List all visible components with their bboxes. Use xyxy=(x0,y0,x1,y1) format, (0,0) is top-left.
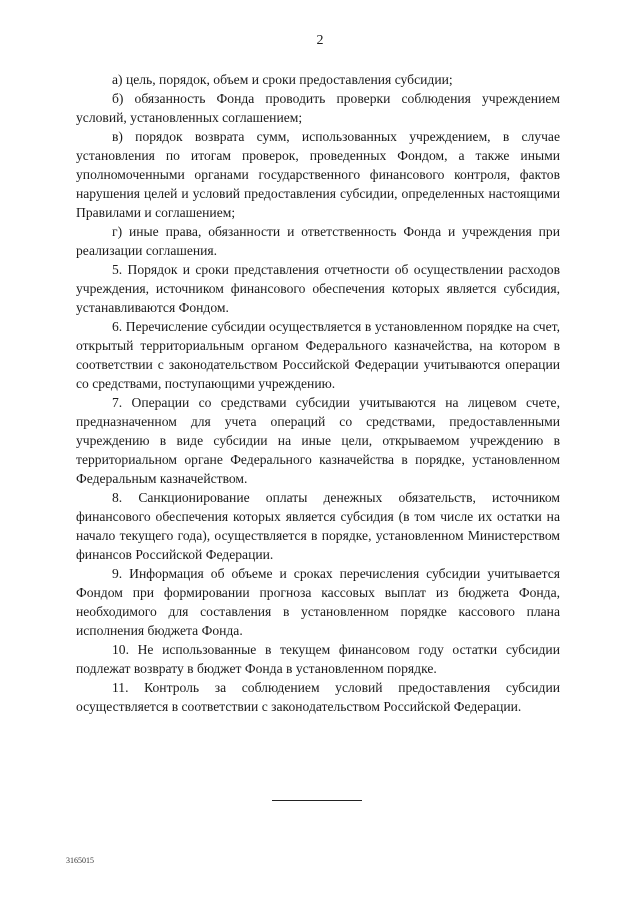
paragraph-9: 9. Информация об объеме и сроках перечисления субсидии учитывается Фондом при формировании прогноза кассовых выплат из бюджета Фонда, необходимого для составления в установленном порядке кассового плана исполнения бюджета Фонда. xyxy=(76,566,560,638)
paragraph-5: 5. Порядок и сроки представления отчетности об осуществлении расходов учреждения, источником финансового обеспечения которых является субсидия, устанавливаются Фондом. xyxy=(76,262,560,315)
paragraph-10: 10. Не использованные в текущем финансовом году остатки субсидии подлежат возврату в бюджет Фонда в установленном порядке. xyxy=(76,642,560,676)
paragraph-8: 8. Санкционирование оплаты денежных обязательств, источником финансового обеспечения которых является субсидия (в том числе их остатки на начало текущего года), осуществляется в порядке, установленном Министерством финансов Российской Федерации. xyxy=(76,490,560,562)
page-number: 2 xyxy=(316,33,324,48)
end-divider xyxy=(272,800,362,801)
paragraph-v: в) порядок возврата сумм, использованных учреждением, в случае установления по итогам проверок, проведенных Фондом, а также иными уполномоченными органами государственного финансового контроля, фактов нарушения целей и условий предоставления субсидии, определенных настоящими Правилами и соглашением; xyxy=(76,129,560,220)
paragraph-a: а) цель, порядок, объем и сроки предоставления субсидии; xyxy=(112,72,453,87)
paragraph-b: б) обязанность Фонда проводить проверки соблюдения учреждением условий, установленных соглашением; xyxy=(76,91,560,125)
paragraph-g: г) иные права, обязанности и ответственность Фонда и учреждения при реализации соглашения. xyxy=(76,224,560,258)
paragraph-6: 6. Перечисление субсидии осуществляется в установленном порядке на счет, открытый территориальным органом Федерального казначейства, на котором в соответствии с законодательством Российской Федерации учитываются операции со средствами, поступающими учреждению. xyxy=(76,319,560,391)
paragraph-11: 11. Контроль за соблюдением условий предоставления субсидии осуществляется в соответствии с законодательством Российской Федерации. xyxy=(76,680,560,714)
paragraph-7: 7. Операции со средствами субсидии учитываются на лицевом счете, предназначенном для учета операций со средствами, предоставленными учреждению в виде субсидии на иные цели, открываемом учреждению в территориальном органе Федерального казначейства в порядке, установленном Федеральным казначейством. xyxy=(76,395,560,486)
document-code: 3165015 xyxy=(66,856,94,865)
document-body xyxy=(76,70,560,716)
